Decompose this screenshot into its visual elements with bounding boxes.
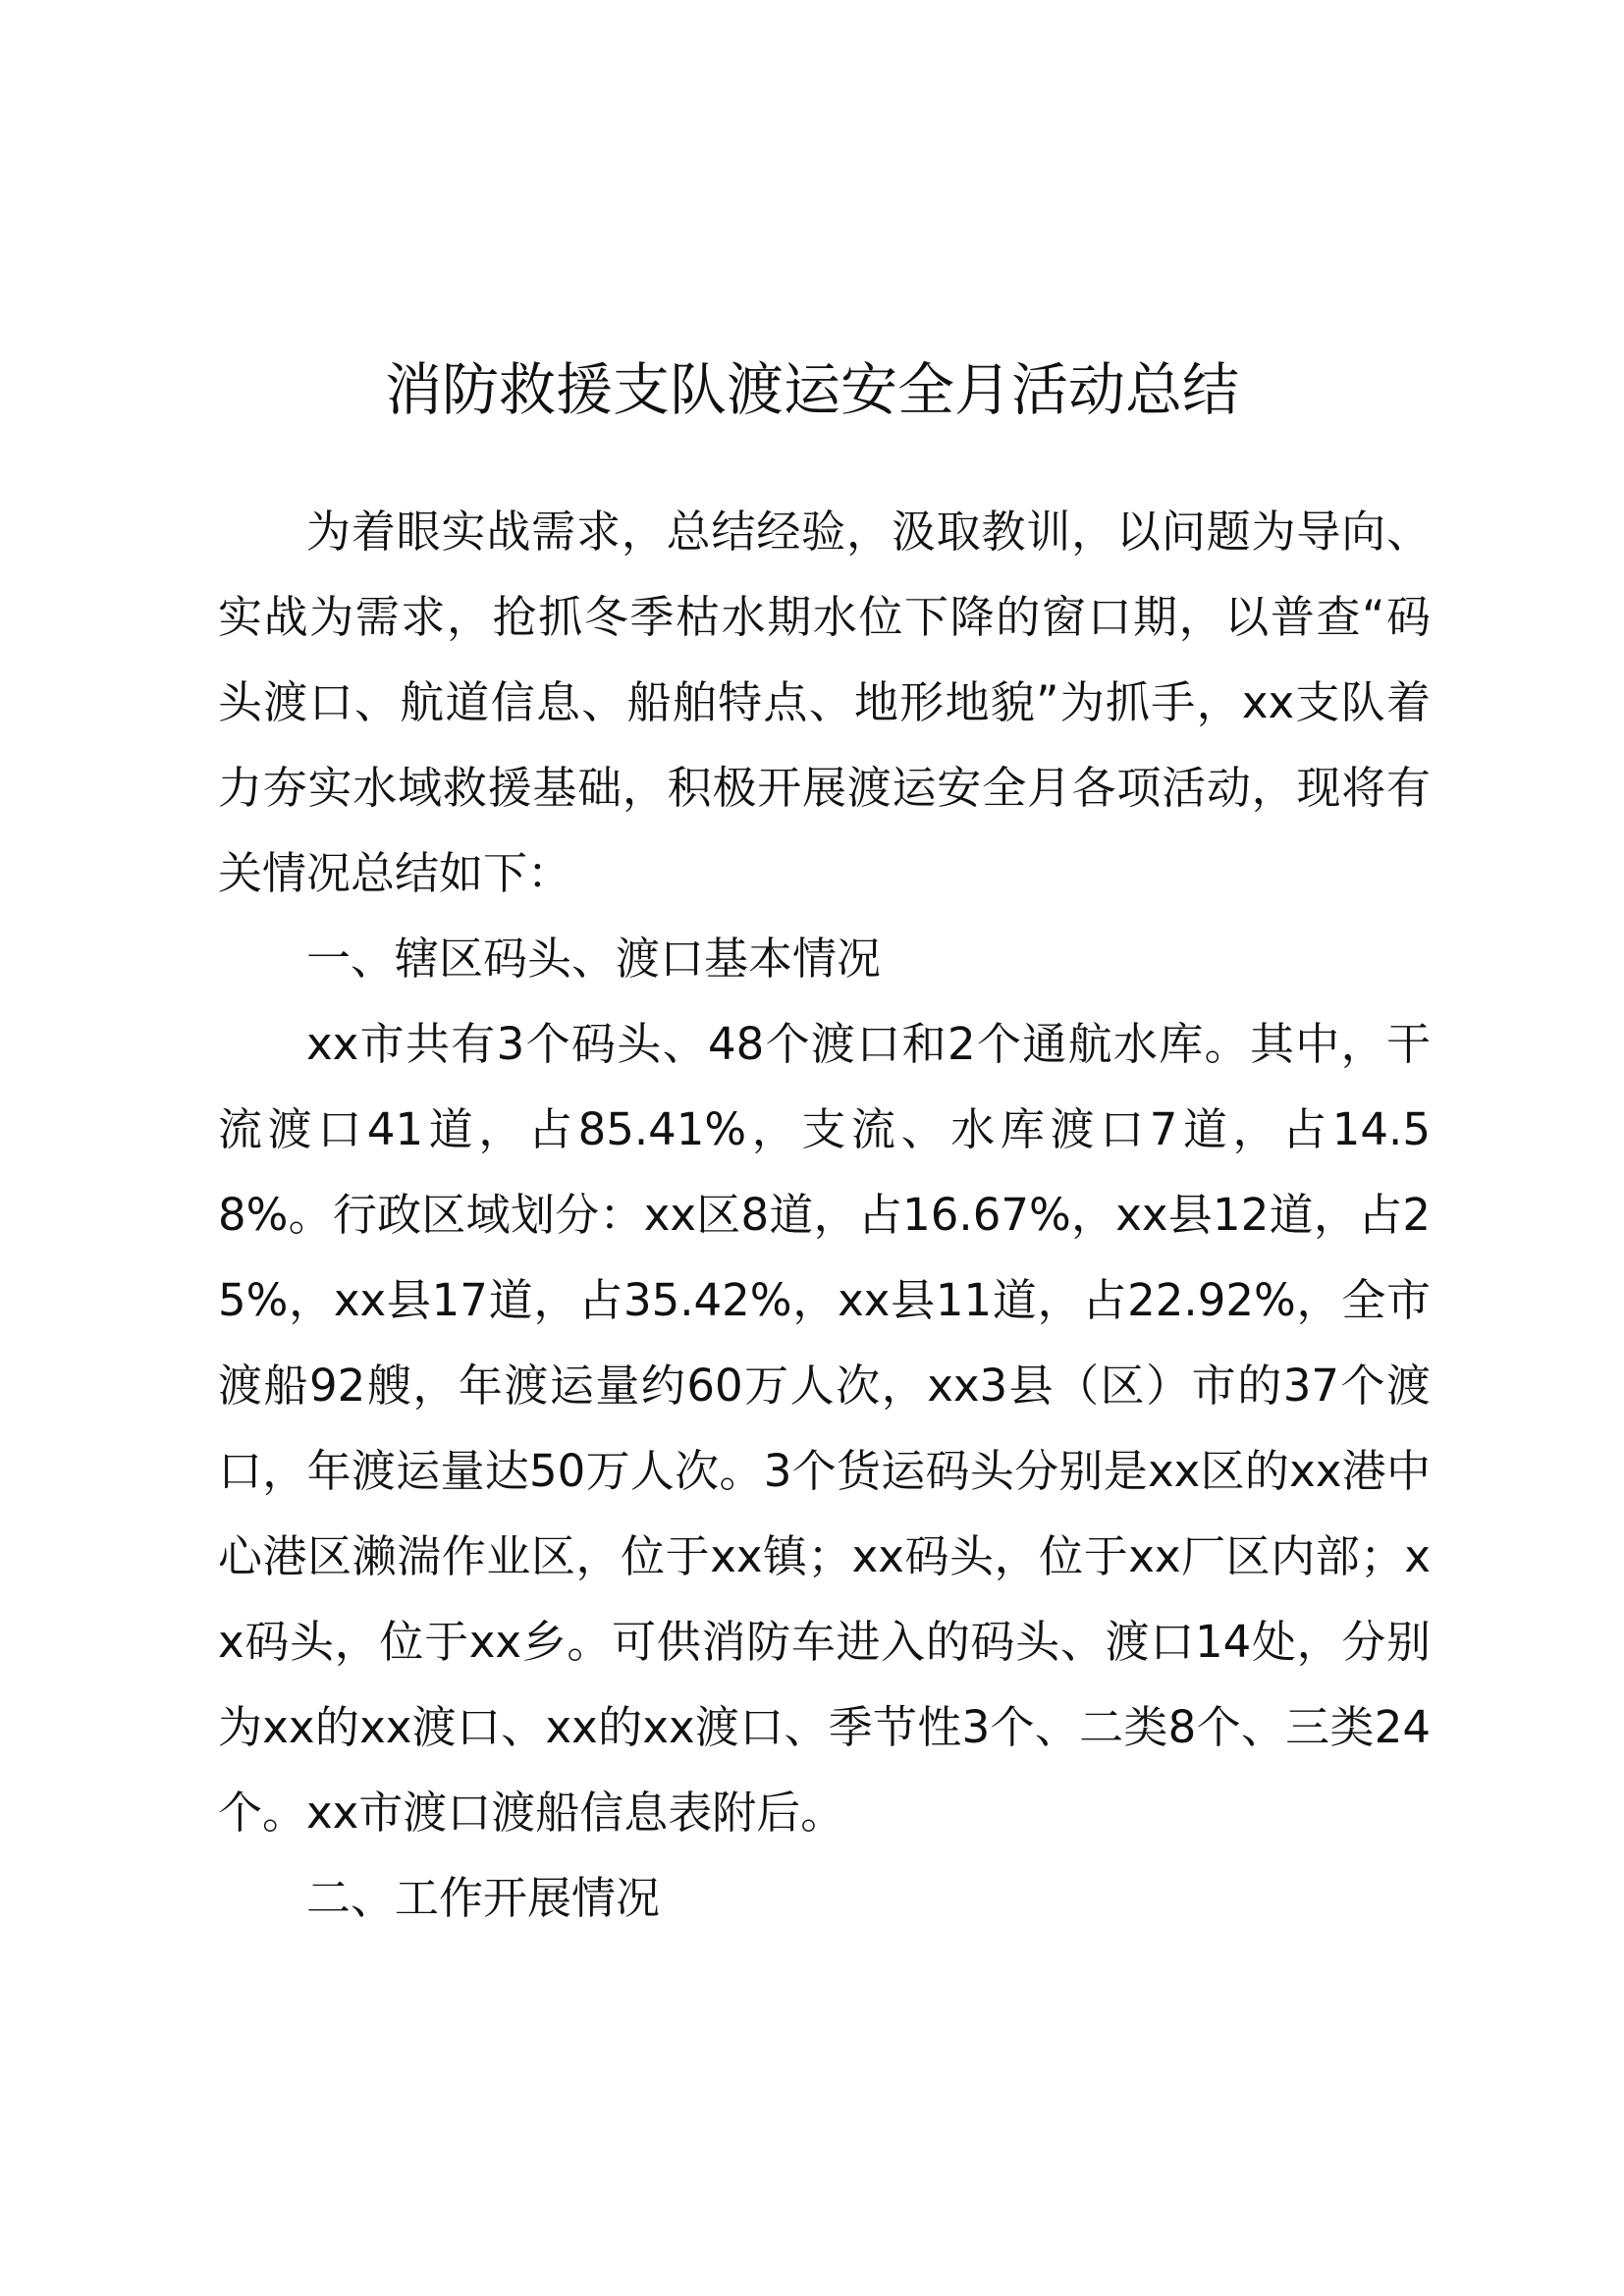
intro-paragraph: 为着眼实战需求，总结经验，汲取教训，以问题为导向、实战为需求，抢抓冬季枯水期水位下降的窗口期，以普查“码头渡口、航道信息、船舶特点、地形地貌”为抓手，xx支队着力夯实水域救援基础，积极开展渡运安全月各项活动，现将有关情况总结如下： xyxy=(218,506,1431,899)
section-1-paragraph: xx市共有3个码头、48个渡口和2个通航水库。其中，干流渡口41道，占85.41%，支流、水库渡口7道，占14.58%。行政区域划分：xx区8道，占16.67%，xx县12道，占25%，xx县17道，占35.42%，xx县11道，占22.92%，全市渡船92艘，年渡运量约60万人次，xx3县（区）市的37个渡口，年渡运量达50万人次。3个货运码头分别是xx区的xx港中心港区濑湍作业区，位于xx镇；xx码头，位于xx厂区内部；xx码头，位于xx乡。可供消防车进入的码头、渡口14处，分别为xx的xx渡口、xx的xx渡口、季节性3个、二类8个、三类24个。xx市渡口渡船信息表附后。 xyxy=(218,1018,1431,1839)
page-title: 消防救援支队渡运安全月活动总结 xyxy=(384,355,1239,423)
document-body xyxy=(218,489,1431,1941)
section-heading-2: 二、工作开展情况 xyxy=(306,1872,661,1924)
section-heading-1: 一、辖区码头、渡口基本情况 xyxy=(306,933,882,985)
